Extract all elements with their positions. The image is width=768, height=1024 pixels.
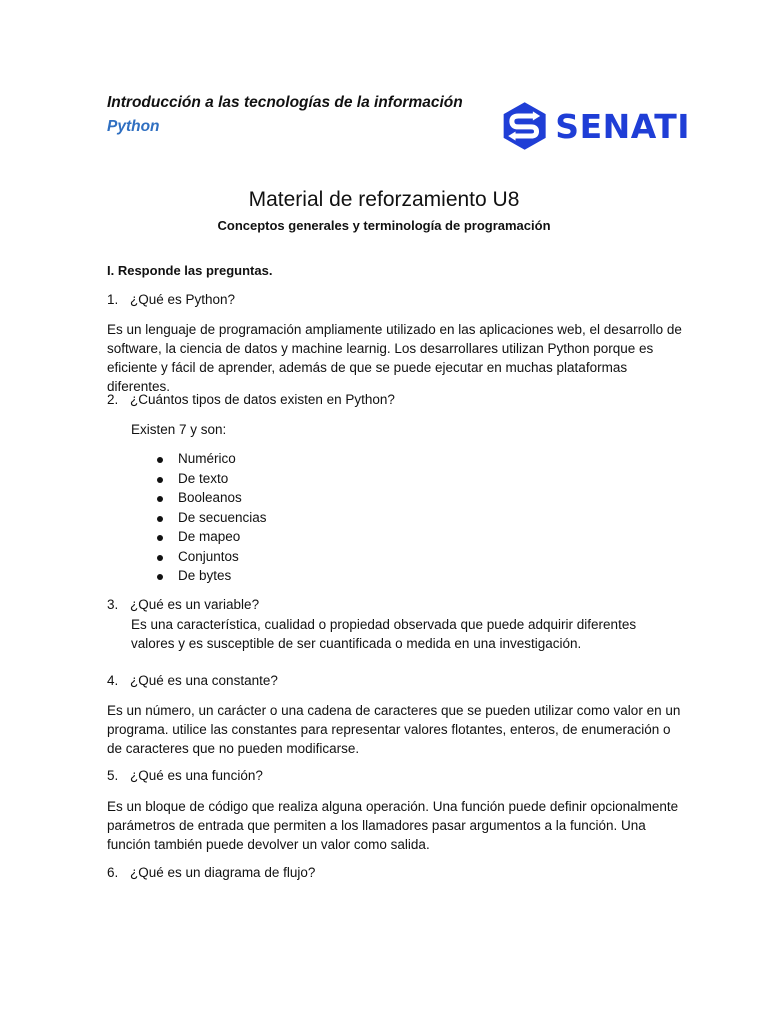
list-item: De secuencias xyxy=(154,508,267,528)
section-heading: I. Responde las preguntas. xyxy=(107,263,273,278)
answer-1: Es un lenguaje de programación ampliamente utilizado en las aplicaciones web, el desarrollo de software, la ciencia de datos y machine learnig. Los desarrollares utilizan Python porque es eficiente y fácil de aprender, además de que se puede ejecutar en muchas plataformas diferentes. xyxy=(107,322,682,394)
list-item: Booleanos xyxy=(154,488,267,508)
list-item: Conjuntos xyxy=(154,547,267,567)
question-number: 2. xyxy=(107,392,119,407)
answer-5: Es un bloque de código que realiza alguna operación. Una función puede definir opcionalmente parámetros de entrada que permiten a los llamadores pasar argumentos a la función. Una función también puede devolver un valor como salida. xyxy=(107,799,679,852)
page-title: Material de reforzamiento U8 xyxy=(248,188,520,211)
question-3 xyxy=(107,597,259,612)
question-number: 3. xyxy=(107,597,119,612)
question-text: ¿Qué es un diagrama de flujo? xyxy=(130,865,316,880)
question-2 xyxy=(107,392,395,407)
question-4 xyxy=(107,673,278,688)
question-number: 6. xyxy=(107,865,119,880)
question-number: 5. xyxy=(107,768,119,783)
question-text: ¿Qué es una función? xyxy=(130,768,263,783)
question-text: ¿Cuántos tipos de datos existen en Python? xyxy=(130,392,395,407)
list-item: Numérico xyxy=(154,449,267,469)
list-item: De texto xyxy=(154,469,267,489)
data-types-list xyxy=(154,449,267,586)
question-6 xyxy=(107,865,315,880)
senati-logo-text: SENATI xyxy=(555,106,690,146)
answer-3: Es una característica, cualidad o propiedad observada que puede adquirir diferentes valores y es susceptible de ser cuantificada o medida en una investigación. xyxy=(131,617,637,651)
senati-logo-icon xyxy=(500,99,549,153)
question-5 xyxy=(107,768,263,783)
question-number: 1. xyxy=(107,292,119,307)
question-text: ¿Qué es un variable? xyxy=(130,597,260,612)
list-item: De mapeo xyxy=(154,527,267,547)
question-number: 4. xyxy=(107,673,119,688)
question-text: ¿Qué es Python? xyxy=(130,292,236,307)
page-subtitle: Conceptos generales y terminología de programación xyxy=(217,218,551,233)
answer-2-intro: Existen 7 y son: xyxy=(131,422,227,437)
course-title: Introducción a las tecnologías de la información xyxy=(107,94,463,111)
list-item: De bytes xyxy=(154,566,267,586)
answer-4: Es un número, un carácter o una cadena de caracteres que se pueden utilizar como valor en un programa. utilice las constantes para representar valores flotantes, enteros, de enumeración o de caracteres que no pueden modificarse. xyxy=(107,703,681,756)
question-text: ¿Qué es una constante? xyxy=(130,673,278,688)
subject-label: Python xyxy=(107,118,160,135)
question-1 xyxy=(107,292,235,307)
senati-logo xyxy=(500,98,690,154)
